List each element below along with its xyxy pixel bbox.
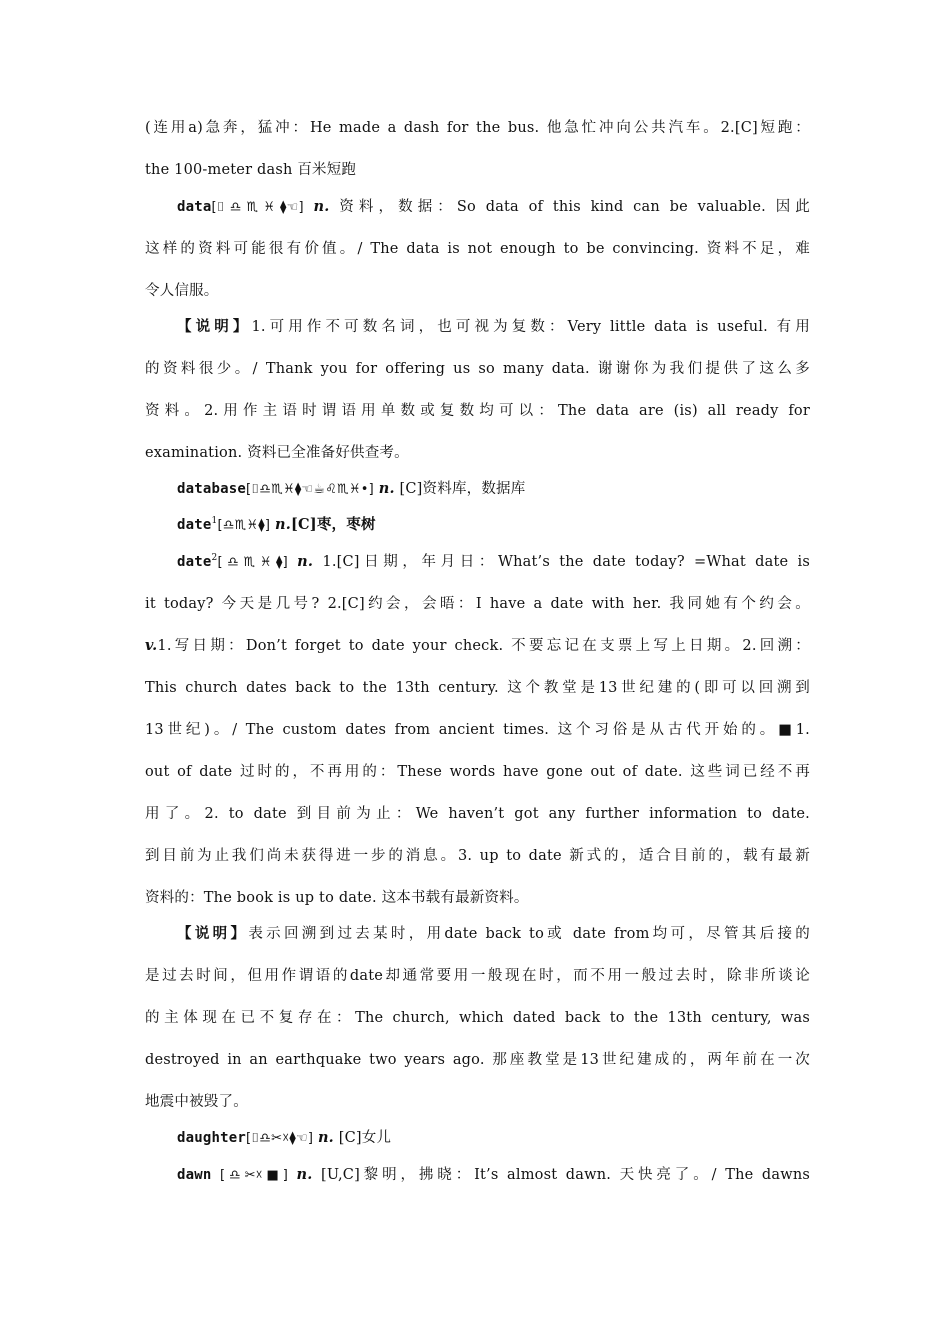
date-usage-note-line-3: 的主体现在已不复存在：The church, which dated back to the 13th century, was [145, 1010, 810, 1026]
date-usage-note-line-5: 地震中被毁了。 [145, 1094, 248, 1110]
headword-date-2: date [177, 554, 212, 570]
date-usage-note-line-4: destroyed in an earthquake two years ago. 那座教堂是13世纪建成的，两年前在一次 [145, 1052, 810, 1068]
entry-date-1: date$^1$[♎♏♓⧫] n.[C]枣，枣树 [177, 516, 376, 533]
phonetic-date-1: [♎♏♓⧫] [217, 518, 271, 533]
pos-data: n. [313, 198, 330, 215]
headword-daughter: daughter [177, 1130, 247, 1146]
pos-date-1: n. [275, 516, 291, 533]
entry-date-2-line-8: 到目前为止我们尚未获得进一步的消息。3. up to date 新式的，适合目前的，载有最新 [145, 848, 810, 864]
headword-data: data [177, 199, 212, 215]
entry-date-2-line-5: 13世纪)。/ The custom dates from ancient times. 这个习俗是从古代开始的。■1. [145, 722, 810, 738]
entry-date-2-line-9: 资料的：The book is up to date. 这本书载有最新资料。 [145, 890, 529, 906]
entry-database: database[⌷♎♏♓⧫☜☕♌♏♓•] n. [C]资料库，数据库 [177, 480, 526, 497]
headword-date-1: date [177, 517, 212, 533]
pos-date-2: n. [297, 553, 314, 570]
entry-date-2-line-7: 用了。2. to date 到目前为止：We haven’t got any further information to date. [145, 806, 810, 822]
pos-daughter: n. [317, 1129, 334, 1146]
entry-data: data[⌷♎♏♓⧫☜] n. 资料，数据：So data of this kind can be valuable. 因此 [177, 198, 810, 215]
phonetic-date-2: [♎♏♓⧫] [217, 555, 288, 570]
entry-date-2-line-3: v.1.写日期：Don’t forget to date your check. 不要忘记在支票上写上日期。2.回溯： [145, 637, 810, 654]
pos-dawn: n. [296, 1166, 313, 1183]
phonetic-daughter: [⌷♎✂☓⧫☜] [246, 1131, 314, 1146]
dash-definition-line-2: the 100-meter dash 百米短跑 [145, 162, 357, 178]
date-usage-note: 【说明】表示回溯到过去某时，用date back to或 date from均可，尽管其后接的 [177, 925, 810, 942]
headword-dawn: dawn [177, 1167, 212, 1183]
entry-date-2-line-2: it today? 今天是几号? 2.[C]约会，会晤：I have a date with her. 我同她有个约会。 [145, 596, 810, 612]
entry-date-2-line-6: out of date 过时的，不再用的：These words have gone out of date. 这些词已经不再 [145, 764, 810, 780]
pos-date-2-verb: v. [145, 637, 158, 654]
phonetic-data: [⌷♎♏♓⧫☜] [211, 200, 304, 215]
data-usage-note-line-2: 的资料很少。/ Thank you for offering us so many data. 谢谢你为我们提供了这么多 [145, 361, 810, 377]
entry-data-line-2: 这样的资料可能很有价值。/ The data is not enough to be convincing. 资料不足，难 [145, 241, 810, 257]
pos-database: n. [378, 480, 395, 497]
phonetic-dawn: [♎✂☓■] [220, 1168, 288, 1183]
note-tag: 【说明】 [177, 318, 252, 335]
entry-data-line-3: 令人信服。 [145, 283, 219, 299]
note-tag: 【说明】 [177, 925, 249, 942]
entry-daughter: daughter[⌷♎✂☓⧫☜] n. [C]女儿 [177, 1129, 392, 1146]
headword-database: database [177, 481, 247, 497]
entry-date-2-line-4: This church dates back to the 13th century. 这个教堂是13世纪建的(即可以回溯到 [145, 680, 810, 696]
data-usage-note-line-3: 资料。2.用作主语时谓语用单数或复数均可以：The data are (is) all ready for [145, 403, 810, 419]
dash-definition-line-1: (连用a)急奔，猛冲：He made a dash for the bus. 他急忙冲向公共汽车。2.[C]短跑： [145, 120, 810, 136]
entry-date-2: date$^2$[♎♏♓⧫] n. 1.[C]日期，年月日：What’s the date today? =What date is [177, 553, 810, 570]
data-usage-note-line-4: examination. 资料已全准备好供查考。 [145, 445, 409, 461]
date-usage-note-line-2: 是过去时间，但用作谓语的date却通常要用一般现在时，而不用一般过去时，除非所谈论 [145, 968, 810, 984]
data-usage-note: 【说明】1.可用作不可数名词，也可视为复数：Very little data is useful. 有用 [177, 318, 810, 335]
entry-dawn: dawn [♎✂☓■] n. [U,C]黎明，拂晓：It’s almost dawn. 天快亮了。/ The dawns [177, 1166, 810, 1183]
phonetic-database: [⌷♎♏♓⧫☜☕♌♏♓•] [246, 482, 374, 497]
